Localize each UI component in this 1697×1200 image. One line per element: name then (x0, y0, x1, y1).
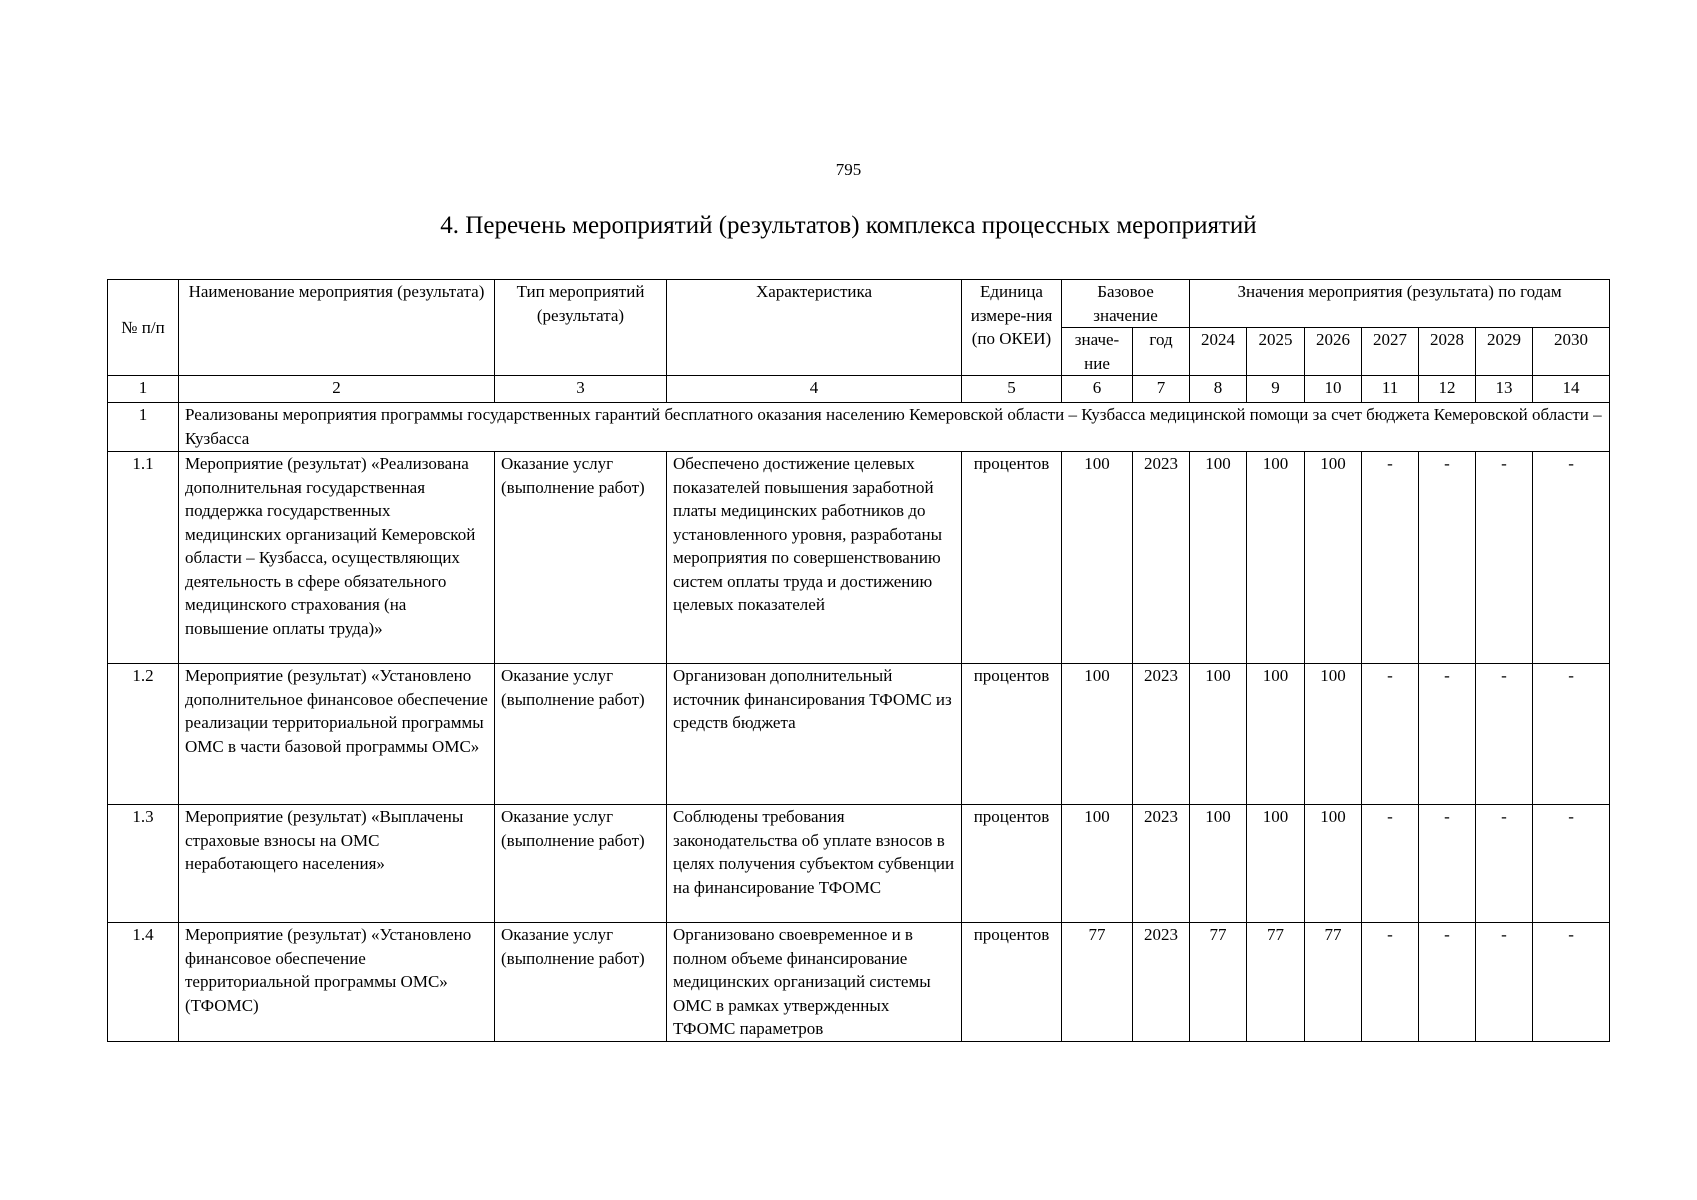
header-year: 2026 (1305, 328, 1362, 376)
header-type: Тип мероприятий (результата) (495, 280, 667, 376)
row-year-value: 77 (1190, 923, 1247, 1042)
header-base-year: год (1133, 328, 1190, 376)
row-year-value: - (1533, 452, 1610, 664)
row-base-year: 2023 (1133, 805, 1190, 923)
row-year-value: - (1419, 923, 1476, 1042)
row-year-value: 100 (1190, 664, 1247, 805)
row-base-year: 2023 (1133, 452, 1190, 664)
row-year-value: 100 (1190, 805, 1247, 923)
table-row (108, 452, 1610, 664)
measures-table (107, 279, 1610, 1042)
column-number: 2 (179, 376, 495, 403)
column-number: 10 (1305, 376, 1362, 403)
table-row (108, 923, 1610, 1042)
header-unit: Единица измере-ния (по ОКЕИ) (962, 280, 1062, 376)
row-year-value: 77 (1305, 923, 1362, 1042)
header-year: 2028 (1419, 328, 1476, 376)
row-unit: процентов (962, 452, 1062, 664)
row-year-value: - (1533, 923, 1610, 1042)
column-number: 12 (1419, 376, 1476, 403)
row-year-value: - (1362, 452, 1419, 664)
section-row (108, 403, 1610, 452)
header-year: 2029 (1476, 328, 1533, 376)
column-number: 11 (1362, 376, 1419, 403)
row-name: Мероприятие (результат) «Установлено финансовое обеспечение территориальной программы ОМС» (ТФОМС) (179, 923, 495, 1042)
row-base-value: 77 (1062, 923, 1133, 1042)
row-num: 1.2 (108, 664, 179, 805)
row-num: 1.1 (108, 452, 179, 664)
row-base-value: 100 (1062, 452, 1133, 664)
row-year-value: 77 (1247, 923, 1305, 1042)
column-number: 14 (1533, 376, 1610, 403)
row-name: Мероприятие (результат) «Установлено дополнительное финансовое обеспечение реализации территориальной программы ОМС в части базовой программы ОМС» (179, 664, 495, 805)
section-num: 1 (108, 403, 179, 452)
row-name: Мероприятие (результат) «Выплачены страховые взносы на ОМС неработающего населения» (179, 805, 495, 923)
row-year-value: - (1419, 452, 1476, 664)
row-type: Оказание услуг (выполнение работ) (495, 805, 667, 923)
row-year-value: - (1362, 664, 1419, 805)
document-title: 4. Перечень мероприятий (результатов) комплекса процессных мероприятий (440, 212, 1257, 239)
header-characteristic: Характеристика (667, 280, 962, 376)
header-by-years: Значения мероприятия (результата) по годам (1190, 280, 1610, 328)
row-year-value: - (1362, 923, 1419, 1042)
row-type: Оказание услуг (выполнение работ) (495, 452, 667, 664)
row-year-value: - (1419, 664, 1476, 805)
table-row (108, 664, 1610, 805)
column-number: 1 (108, 376, 179, 403)
column-number: 4 (667, 376, 962, 403)
column-number: 3 (495, 376, 667, 403)
row-characteristic: Организовано своевременное и в полном объеме финансирование медицинских организаций системы ОМС в рамках утвержденных ТФОМС параметров (667, 923, 962, 1042)
column-number: 9 (1247, 376, 1305, 403)
header-year: 2027 (1362, 328, 1419, 376)
row-year-value: - (1476, 805, 1533, 923)
column-number: 5 (962, 376, 1062, 403)
row-year-value: - (1476, 923, 1533, 1042)
row-year-value: - (1533, 805, 1610, 923)
column-number: 13 (1476, 376, 1533, 403)
header-row-1 (108, 280, 1610, 328)
row-unit: процентов (962, 923, 1062, 1042)
header-year: 2025 (1247, 328, 1305, 376)
row-year-value: 100 (1305, 664, 1362, 805)
header-base-value: значе-ние (1062, 328, 1133, 376)
row-year-value: - (1362, 805, 1419, 923)
row-year-value: - (1419, 805, 1476, 923)
table-row (108, 805, 1610, 923)
row-characteristic: Обеспечено достижение целевых показателей повышения заработной платы медицинских работников до установленного уровня, разработаны мероприятия по совершенствованию систем оплаты труда и достижению целевых показателей (667, 452, 962, 664)
page-number: 795 (835, 160, 862, 179)
header-num: № п/п (108, 280, 179, 376)
row-year-value: 100 (1190, 452, 1247, 664)
row-year-value: 100 (1305, 805, 1362, 923)
row-base-year: 2023 (1133, 923, 1190, 1042)
row-year-value: - (1476, 664, 1533, 805)
row-unit: процентов (962, 805, 1062, 923)
row-name: Мероприятие (результат) «Реализована дополнительная государственная поддержка государственных медицинских организаций Кемеровской области – Кузбасса, осуществляющих деятельность в сфере обязательного медицинского страхования (на повышение оплаты труда)» (179, 452, 495, 664)
column-number: 6 (1062, 376, 1133, 403)
section-title: Реализованы мероприятия программы государственных гарантий бесплатного оказания населению Кемеровской области – Кузбасса медицинской помощи за счет бюджета Кемеровской области – Кузбасса (179, 403, 1610, 452)
row-characteristic: Соблюдены требования законодательства об уплате взносов в целях получения субъектом субвенции на финансирование ТФОМС (667, 805, 962, 923)
row-year-value: - (1476, 452, 1533, 664)
row-unit: процентов (962, 664, 1062, 805)
header-year: 2024 (1190, 328, 1247, 376)
row-num: 1.3 (108, 805, 179, 923)
row-characteristic: Организован дополнительный источник финансирования ТФОМС из средств бюджета (667, 664, 962, 805)
column-number: 7 (1133, 376, 1190, 403)
row-year-value: 100 (1247, 664, 1305, 805)
header-name: Наименование мероприятия (результата) (179, 280, 495, 376)
row-base-value: 100 (1062, 664, 1133, 805)
row-year-value: - (1533, 664, 1610, 805)
column-number: 8 (1190, 376, 1247, 403)
header-year: 2030 (1533, 328, 1610, 376)
header-base: Базовое значение (1062, 280, 1190, 328)
row-year-value: 100 (1247, 452, 1305, 664)
row-type: Оказание услуг (выполнение работ) (495, 923, 667, 1042)
row-base-value: 100 (1062, 805, 1133, 923)
row-num: 1.4 (108, 923, 179, 1042)
column-number-row (108, 376, 1610, 403)
row-base-year: 2023 (1133, 664, 1190, 805)
row-year-value: 100 (1247, 805, 1305, 923)
row-year-value: 100 (1305, 452, 1362, 664)
row-type: Оказание услуг (выполнение работ) (495, 664, 667, 805)
